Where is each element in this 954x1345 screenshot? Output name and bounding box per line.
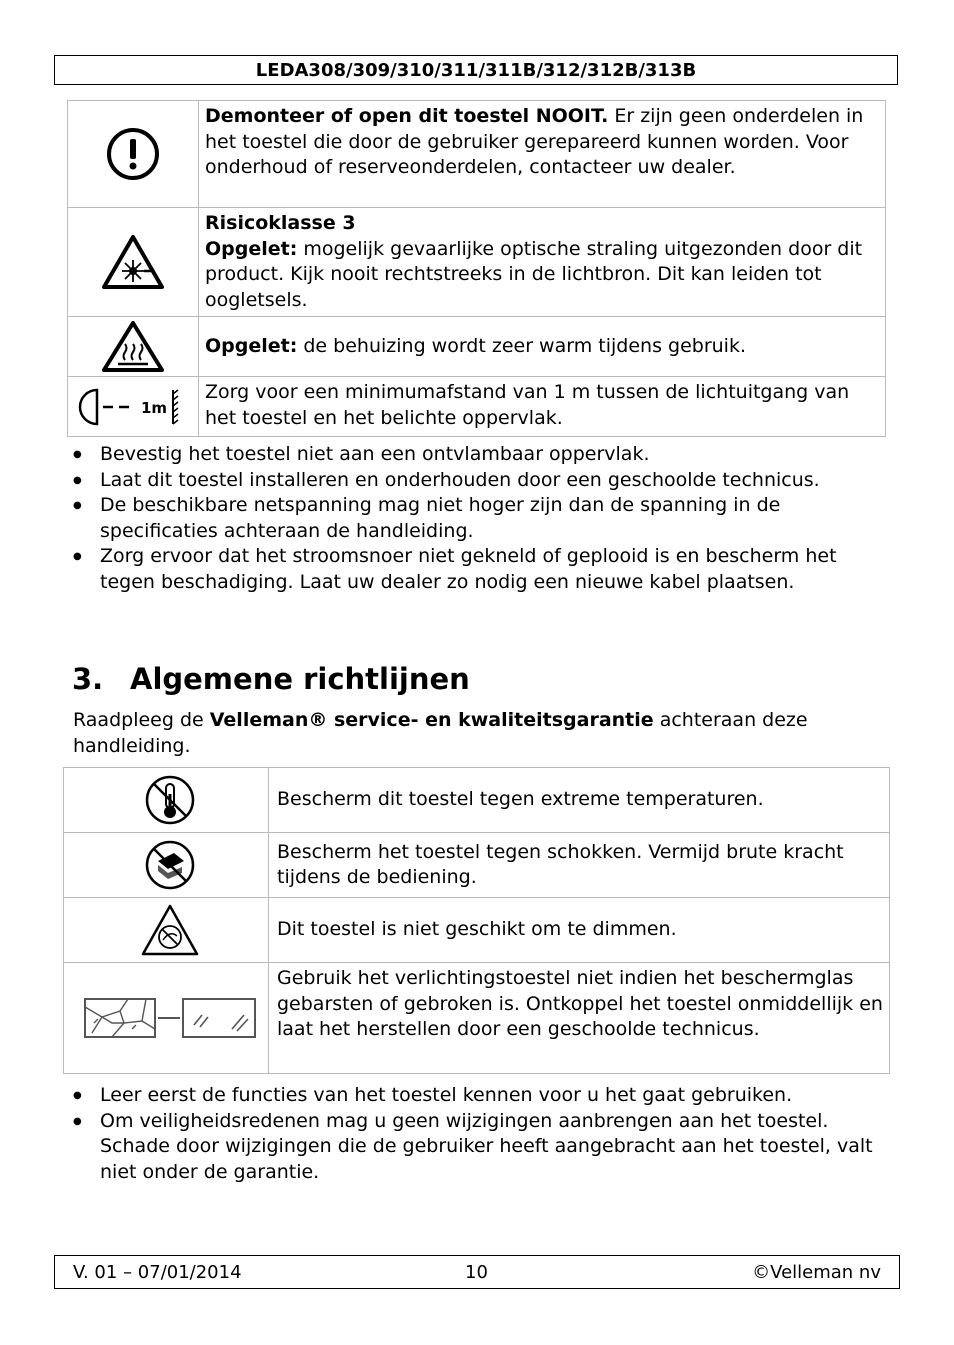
safety-bullet-list [73,442,883,595]
icon-cell [64,898,269,963]
list-item: ● De beschikbare netspanning mag niet hoger zijn dan de spanning in de specificaties achteraan de handleiding. [73,493,883,544]
page-footer [54,1255,900,1289]
no-shock-icon [144,839,196,891]
version-date: V. 01 – 07/01/2014 [73,1262,242,1283]
list-item: ● Zorg ervoor dat het stroomsnoer niet gekneld of geplooid is en bescherm het tegen beschadiging. Laat uw dealer zo nodig een nieuwe kabel plaatsen. [73,544,883,595]
section-heading [72,662,470,696]
list-item: ● Leer eerst de functies van het toestel kennen voor u het gaat gebruiken. [73,1083,883,1109]
page-header: LEDA308/309/310/311/311B/312/312B/313B [54,55,898,85]
distance-label: 1m [141,398,168,417]
text-cell: Bescherm het toestel tegen schokken. Vermijd brute kracht tijdens de bediening. [269,833,890,898]
laser-radiation-warning-icon [100,233,166,291]
list-item: ● Laat dit toestel installeren en onderhouden door een geschoolde technicus. [73,468,883,494]
page-number: 10 [465,1262,488,1283]
text-cell: Risicoklasse 3 Opgelet: mogelijk gevaarlijke optische straling uitgezonden door dit product. Kijk nooit rechtstreeks in de lichtbron. Dit kan leiden tot oogletsels. [199,208,886,317]
guideline-table [63,767,890,1074]
text-cell: Demonteer of open dit toestel NOOIT. Er zijn geen onderdelen in het toestel die door de gebruiker gerepareerd kunnen worden. Voor onderhoud of reserveonderdelen, contacteer uw dealer. [199,101,886,208]
table-row [64,898,890,963]
minimum-distance-icon [77,386,189,428]
table-row [68,317,886,377]
exclamation-circle-icon [105,126,161,182]
icon-cell [64,963,269,1074]
icon-cell [68,208,199,317]
table-row [68,101,886,208]
table-row [64,963,890,1074]
table-row [64,833,890,898]
text-cell: Opgelet: de behuizing wordt zeer warm tijdens gebruik. [199,317,886,377]
intro-paragraph: Raadpleeg de Velleman® service- en kwaliteitsgarantie achteraan deze handleiding. [73,709,808,757]
icon-cell [68,377,199,437]
text-cell: Dit toestel is niet geschikt om te dimmen. [269,898,890,963]
table-row [64,768,890,833]
list-item: ● Om veiligheidsredenen mag u geen wijzigingen aanbrengen aan het toestel. Schade door wijzigingen die de gebruiker heeft aangebracht aan het toestel, valt niet onder de garantie. [73,1109,883,1186]
icon-cell [64,833,269,898]
table-row [68,208,886,317]
no-dimming-icon [139,902,201,958]
section-title: Algemene richtlijnen [130,662,470,696]
icon-cell [64,768,269,833]
icon-cell [68,101,199,208]
copyright: ©Velleman nv [752,1262,881,1283]
text-cell: Gebruik het verlichtingstoestel niet indien het beschermglas gebarsten of gebroken is. Ontkoppel het toestel onmiddellijk en laat het herstellen door een geschoolde technicus. [269,963,890,1074]
list-item: ● Bevestig het toestel niet aan een ontvlambaar oppervlak. [73,442,883,468]
text-cell: Zorg voor een minimumafstand van 1 m tussen de lichtuitgang van het toestel en het belichte oppervlak. [199,377,886,437]
safety-table [67,100,886,437]
text-cell: Bescherm dit toestel tegen extreme temperaturen. [269,768,890,833]
no-extreme-temperature-icon [144,774,196,826]
broken-glass-icon [82,993,258,1043]
guideline-bullet-list [73,1083,883,1185]
hot-surface-warning-icon [100,320,166,374]
table-row [68,377,886,437]
icon-cell [68,317,199,377]
section-number: 3. [72,662,104,696]
